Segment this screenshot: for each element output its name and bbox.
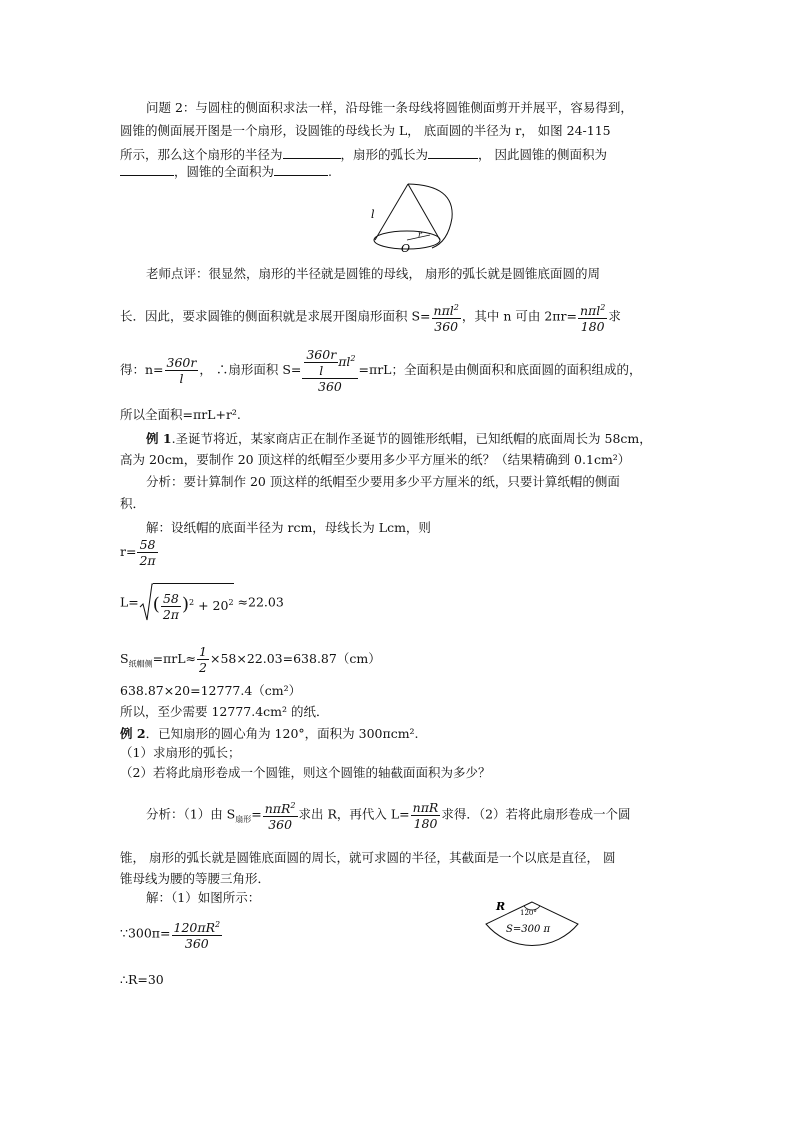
fraction: $\frac{360r}{l}$ — [166, 355, 197, 386]
example-2-question-2: （2）若将此扇形卷成一个圆锥，则这个圆锥的轴截面面积为多少？ — [120, 765, 491, 780]
area-equation: $S_{纸帽侧}=\pi rL\approx$ $\frac{1}{2}$ ×58×22.03=638.87（cm） — [120, 644, 381, 675]
radius-equation: r= $\frac{58}{2\pi}$ — [120, 537, 156, 568]
example-1-conclusion: 所以，至少需要 12777.4cm² 的纸． — [120, 704, 329, 719]
comment-line-2: 长．因此，要求圆锥的侧面积就是求展开图扇形面积 S= $\frac{n\pi l^2}{360}$ ，其中 n 可由 2πr= $\frac{n\pi l^2}{180}$ 求 — [120, 300, 621, 334]
answer-blank[interactable] — [283, 146, 341, 159]
comment-line-1: 老师点评：很显然，扇形的半径就是圆锥的母线， 扇形的弧长就是圆锥底面圆的周 — [146, 266, 600, 281]
answer-blank[interactable] — [120, 163, 174, 176]
comment-line-4: 所以全面积=πrL+r². — [120, 407, 241, 422]
total-area: 638.87×20=12777.4（cm²） — [120, 683, 302, 698]
example-2-solution: 解：（1）如图所示： — [146, 890, 261, 905]
radius-label: r — [418, 230, 422, 239]
answer-blank[interactable] — [274, 163, 328, 176]
example-2-analysis-2: 锥， 扇形的弧长就是圆锥底面圆的周长，就可求圆的半径，其截面是一个以底是直径， 圆 — [120, 850, 616, 865]
fraction: $\frac{n\pi l^2}{360}$ — [433, 303, 459, 335]
example-1-line-1: 例 1.圣诞节将近，某家商店正在制作圣诞节的圆锥形纸帽，已知纸帽的底面周长为 58cm， — [146, 431, 652, 446]
example-2-analysis-3: 锥母线为腰的等腰三角形． — [120, 871, 271, 886]
example-1-line-2: 高为 20cm，要制作 20 顶这样的纸帽至少要用多少平方厘米的纸？（结果精确到 0.1cm²） — [120, 452, 631, 467]
center-label: O — [401, 242, 411, 255]
example-1-analysis-1: 分析：要计算制作 20 顶这样的纸帽至少要用多少平方厘米的纸，只要计算纸帽的侧面 — [146, 474, 620, 489]
problem-2-line-3: 所示，那么这个扇形的半径为 ，扇形的弧长为 ， 因此圆锥的侧面积为 — [120, 147, 608, 162]
radius-label: R — [496, 900, 506, 913]
radius-derivation: ∵300π= $\frac{120\pi R^2}{360}$ — [120, 920, 221, 952]
angle-label: 120° — [520, 909, 537, 917]
example-2-line-1: 例 2．已知扇形的圆心角为 120°，面积为 300πcm². — [120, 726, 419, 741]
fraction: $\frac{n\pi l^2}{180}$ — [579, 303, 606, 335]
problem-2-line-4: ，圆锥的全面积为 . — [120, 163, 332, 180]
sector-figure — [482, 896, 582, 950]
example-1-analysis-2: 积． — [120, 496, 146, 511]
radius-result: ∴R=30 — [120, 972, 164, 987]
example-1-solution: 解：设纸帽的底面半径为 rcm，母线长为 Lcm，则 — [146, 520, 431, 535]
comment-line-3: 得：n= $\frac{360r}{l}$ ， ∴扇形面积 S= $\frac{360r}{l}$ $\pi l^2$ 360 =πrL；全面积是由侧面积和底面圆的面积组成的， — [120, 347, 642, 394]
sqrt-icon — [139, 583, 153, 623]
example-2-analysis-1: 分析：（1）由 $S_{扇形}=$ $\frac{n\pi R^2}{360}$ 求出 R，再代入 L= $\frac{\text{nπR}}{180}$ 求得．（2）若将此扇形卷成一个圆 — [146, 799, 631, 833]
problem-2-line-2: 圆锥的侧面展开图是一个扇形，设圆锥的母线长为 L， 底面圆的半径为 r， 如图 24-115 — [120, 123, 611, 138]
example-2-question-1: （1）求扇形的弧长； — [120, 745, 241, 760]
problem-2-line-1: 问题 2：与圆柱的侧面积求法一样，沿母锥一条母线将圆锥侧面剪开并展平，容易得到， — [146, 100, 633, 115]
answer-blank[interactable] — [428, 146, 478, 159]
slant-equation: L= ( $\frac{58}{2\pi}$ )$^2 + 20^2 \approx 22.03$ — [120, 583, 284, 623]
area-label: S=300 π — [506, 924, 551, 935]
cone-net-figure — [360, 180, 470, 256]
compound-fraction: $\frac{360r}{l}$ $\pi l^2$ 360 — [302, 347, 357, 394]
slant-label: l — [371, 208, 375, 221]
